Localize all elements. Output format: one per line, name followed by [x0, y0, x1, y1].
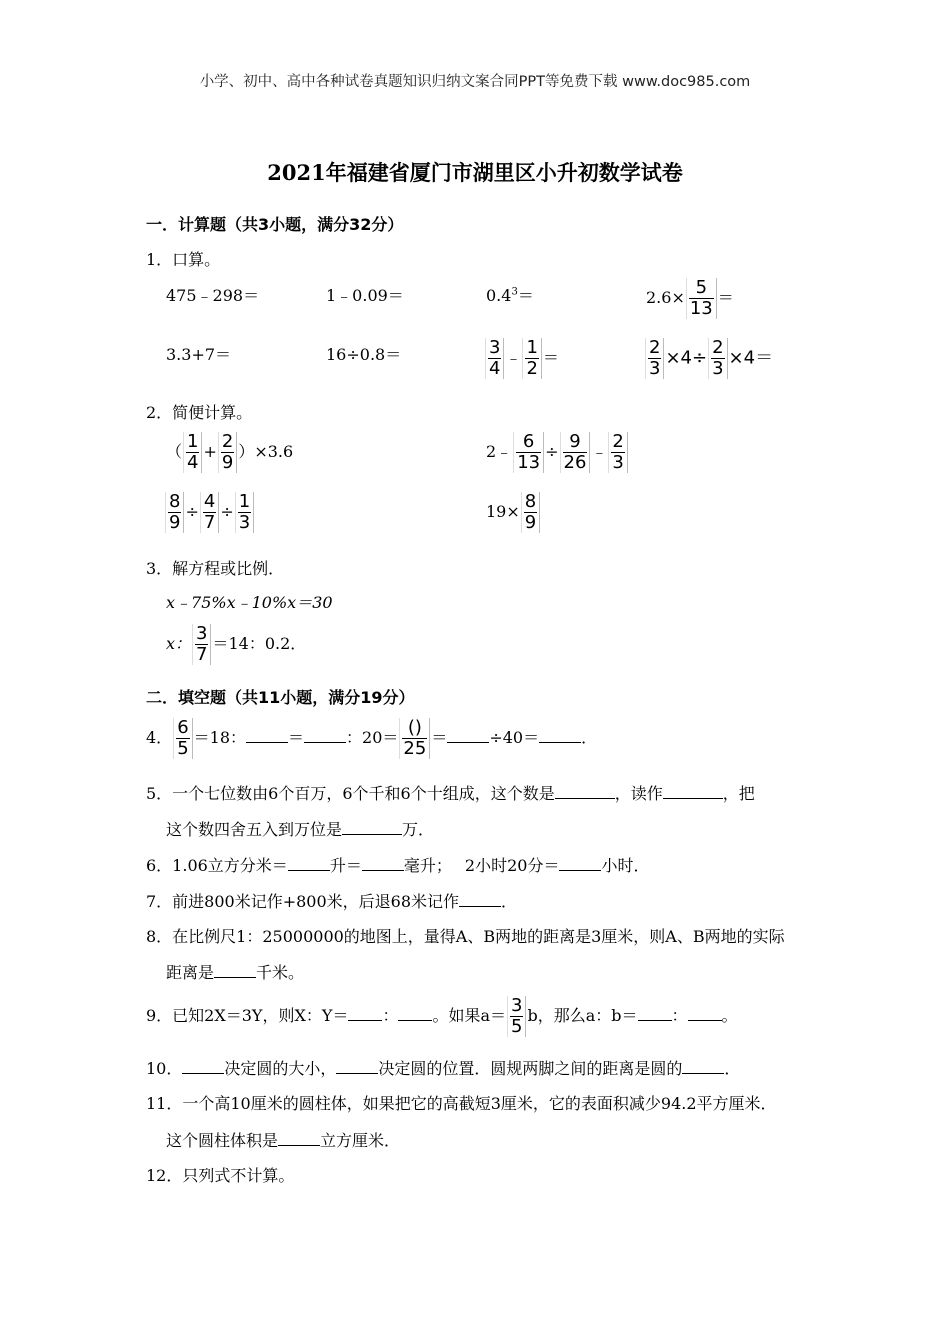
fraction: $\frac{6}{5}$: [173, 718, 192, 759]
answer-blank[interactable]: [362, 856, 404, 871]
q1-label: 1．口算。: [146, 250, 221, 269]
answer-blank[interactable]: [682, 1059, 724, 1074]
q1-g: $\frac{3}{4}$ ﹣ $\frac{1}{2}$ ＝: [484, 338, 559, 379]
answer-blank[interactable]: [559, 856, 601, 871]
fraction: $\frac{2}{3}$: [708, 338, 727, 379]
fraction: $\frac{3}{7}$: [192, 624, 211, 665]
answer-blank[interactable]: [447, 728, 489, 743]
section-2-heading: 二．填空题（共11小题，满分19分）: [146, 688, 415, 707]
fraction: $\frac{1}{3}$: [235, 492, 254, 533]
q11-line2: 这个圆柱体积是 立方厘米．: [166, 1131, 401, 1150]
fraction: $\frac{8}{9}$: [521, 492, 540, 533]
answer-blank[interactable]: [348, 1006, 382, 1021]
answer-blank[interactable]: [214, 963, 256, 978]
q2-d: 19× $\frac{8}{9}$: [486, 492, 541, 533]
fraction: $\frac{8}{9}$: [165, 492, 184, 533]
fraction: $\frac{6}{13}$: [513, 432, 544, 473]
q1-e: 3.3+7＝: [166, 345, 232, 364]
q1-h: $\frac{2}{3}$ ×4÷ $\frac{2}{3}$ ×4＝: [644, 338, 773, 379]
q8-line2: 距离是 千米。: [166, 963, 305, 982]
q9: 9．已知2X＝3Y，则X：Y＝ ： 。如果a＝ $\frac{3}{5}$ b，那么a：b＝ ： 。: [146, 995, 738, 1037]
answer-blank[interactable]: [688, 1006, 722, 1021]
q1-a: 475﹣298＝: [166, 286, 260, 305]
q11-line1: 11．一个高10厘米的圆柱体，如果把它的高截短3厘米，它的表面积减少94.2平方厘米．: [146, 1094, 777, 1113]
answer-blank[interactable]: [459, 892, 501, 907]
fraction: $\frac{2}{9}$: [218, 432, 237, 473]
fraction: $\frac{2}{3}$: [608, 432, 627, 473]
fraction: $\frac{9}{26}$: [560, 432, 591, 473]
fraction: $\frac{1}{2}$: [522, 338, 541, 379]
q1-f: 16÷0.8＝: [326, 345, 402, 364]
q1-b: 1﹣0.09＝: [326, 286, 404, 305]
answer-blank[interactable]: [278, 1131, 320, 1146]
q6: 6．1.06立方分米＝ 升＝ 毫升； 2小时20分＝ 小时．: [146, 856, 650, 875]
q8-line1: 8．在比例尺1：25000000的地图上，量得A、B两地的距离是3厘米，则A、B两地的实际: [146, 927, 785, 946]
fraction: $\frac{4}{7}$: [200, 492, 219, 533]
section-1-heading: 一．计算题（共3小题，满分32分）: [146, 215, 404, 234]
q7: 7．前进800米记作+800米，后退68米记作 ．: [146, 892, 518, 911]
q10: 10． 决定圆的大小， 决定圆的位置．圆规两脚之间的距离是圆的 ．: [146, 1059, 741, 1078]
fraction: $\frac{3}{5}$: [507, 996, 526, 1037]
q3-label: 3．解方程或比例．: [146, 559, 285, 578]
answer-blank[interactable]: [638, 1006, 672, 1021]
q1-c: $0.4^3=$: [486, 286, 534, 305]
page-header: 小学、初中、高中各种试卷真题知识归纳文案合同PPT等免费下载 www.doc985.com: [199, 74, 751, 90]
fraction: $\frac{3}{4}$: [485, 338, 504, 379]
q3-eq1: x﹣75%x﹣10%x＝30: [166, 593, 333, 612]
fraction: $\frac{1}{4}$: [183, 432, 202, 473]
answer-blank[interactable]: [555, 784, 615, 799]
q2-a: （ $\frac{1}{4}$ + $\frac{2}{9}$ ）×3.6: [166, 431, 294, 473]
q2-c: $\frac{8}{9}$ ÷ $\frac{4}{7}$ ÷ $\frac{1}{3}$: [164, 492, 255, 533]
fraction: $\frac{2}{3}$: [645, 338, 664, 379]
answer-blank[interactable]: [246, 728, 288, 743]
answer-blank[interactable]: [182, 1059, 224, 1074]
answer-blank[interactable]: [342, 820, 402, 835]
answer-blank[interactable]: [398, 1006, 432, 1021]
q12: 12．只列式不计算。: [146, 1166, 295, 1185]
answer-blank[interactable]: [663, 784, 723, 799]
q2-b: 2﹣ $\frac{6}{13}$ ÷ $\frac{9}{26}$ ﹣ $\frac{2}{3}$: [486, 432, 629, 473]
answer-blank[interactable]: [539, 728, 581, 743]
q5-line1: 5．一个七位数由6个百万，6个千和6个十组成，这个数是 ，读作 ，把: [146, 784, 755, 803]
q4: 4． $\frac{6}{5}$ ＝18： ＝ ：20＝ $\frac{()}{25}$ ＝ ÷40＝ ．: [146, 717, 598, 759]
answer-blank[interactable]: [304, 728, 346, 743]
fraction: $\frac{()}{25}$: [399, 718, 430, 759]
answer-blank[interactable]: [336, 1059, 378, 1074]
q1-d: 2.6× $\frac{5}{13}$ ＝: [646, 277, 734, 319]
q5-line2: 这个数四舍五入到万位是 万．: [166, 820, 435, 839]
fraction: $\frac{5}{13}$: [686, 278, 717, 319]
answer-blank[interactable]: [288, 856, 330, 871]
q3-eq2: x： $\frac{3}{7}$ ＝14：0.2．: [166, 623, 307, 665]
page-title: 2021年福建省厦门市湖里区小升初数学试卷: [267, 160, 683, 185]
q2-label: 2．简便计算。: [146, 403, 253, 422]
